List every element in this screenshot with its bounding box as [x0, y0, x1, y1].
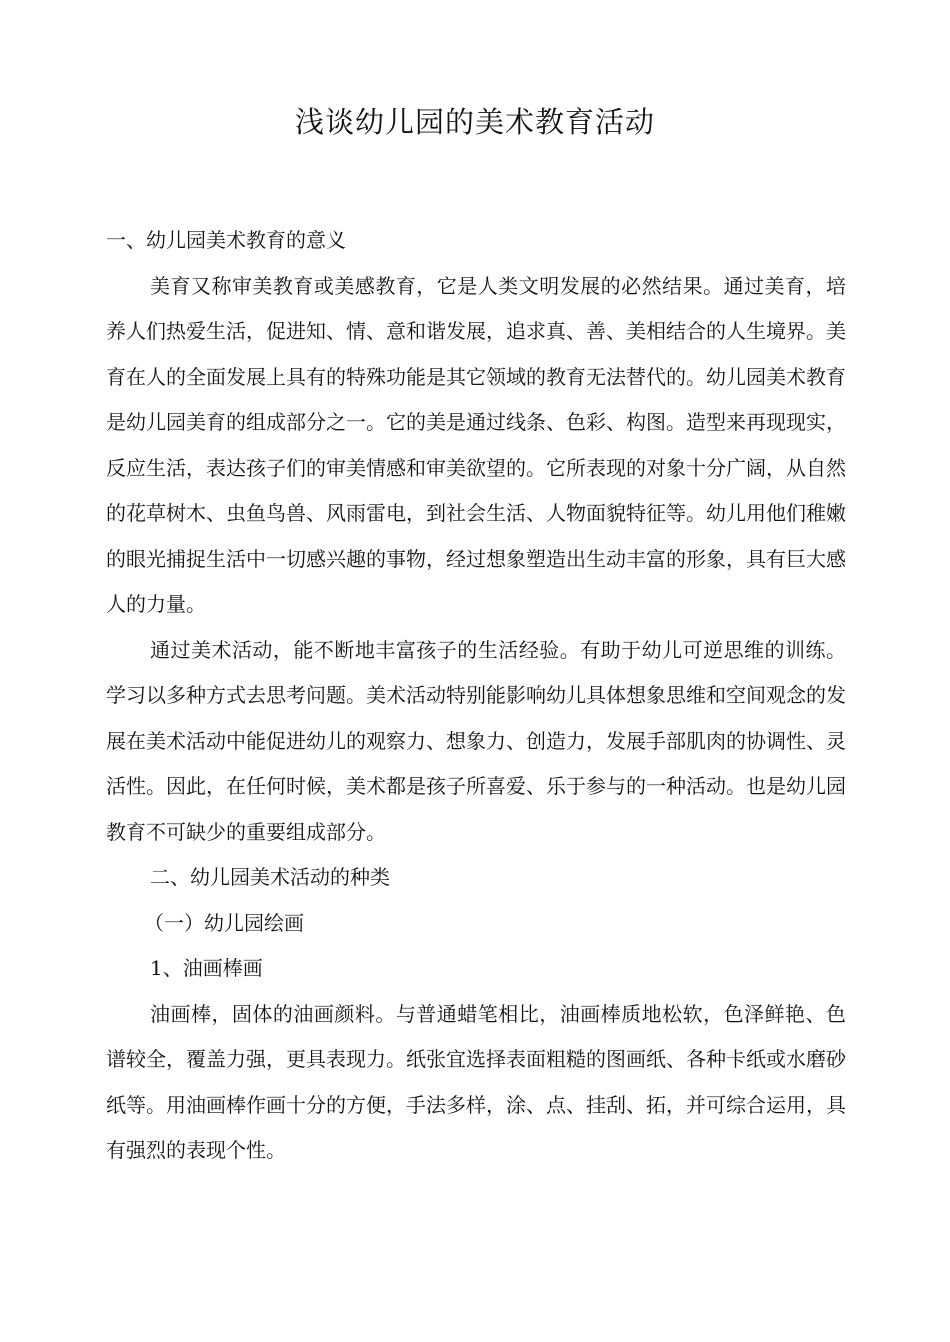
- document-body: [106, 218, 846, 1174]
- page-title: 浅谈幼儿园的美术教育活动: [294, 105, 655, 139]
- section-heading-1: 一、幼儿园美术教育的意义: [106, 228, 346, 252]
- paragraph-1: 美育又称审美教育或美感教育，它是人类文明发展的必然结果。通过美育，培养人们热爱生活，促进知、情、意和谐发展，追求真、善、美相结合的人生境界。美育在人的全面发展上具有的特殊功能是其它领域的教育无法替代的。幼儿园美术教育是幼儿园美育的组成部分之一。它的美是通过线条、色彩、构图。造型来再现现实，反应生活，表达孩子们的审美情感和审美欲望的。它所表现的对象十分广阔，从自然的花草树木、虫鱼鸟兽、风雨雷电，到社会生活、人物面貌特征等。幼儿用他们稚嫩的眼光捕捉生活中一切感兴趣的事物，经过想象塑造出生动丰富的形象，具有巨大感人的力量。: [106, 273, 846, 616]
- item-heading-1: 1、油画棒画: [150, 956, 263, 980]
- section-heading-2: 二、幼儿园美术活动的种类: [150, 865, 390, 889]
- paragraph-2: 通过美术活动，能不断地丰富孩子的生活经验。有助于幼儿可逆思维的训练。学习以多种方式去思考问题。美术活动特别能影响幼儿具体想象思维和空间观念的发展在美术活动中能促进幼儿的观察力、想象力、创造力，发展手部肌肉的协调性、灵活性。因此，在任何时候，美术都是孩子所喜爱、乐于参与的一种活动。也是幼儿园教育不可缺少的重要组成部分。: [106, 637, 846, 844]
- paragraph-3: 油画棒，固体的油画颜料。与普通蜡笔相比，油画棒质地松软，色泽鲜艳、色谱较全，覆盖力强，更具表现力。纸张宜选择表面粗糙的图画纸、各种卡纸或水磨砂纸等。用油画棒作画十分的方便，手法多样，涂、点、挂刮、拓，并可综合运用，具有强烈的表现个性。: [106, 1001, 846, 1162]
- subsection-heading-1: （一）幼儿园绘画: [144, 910, 304, 935]
